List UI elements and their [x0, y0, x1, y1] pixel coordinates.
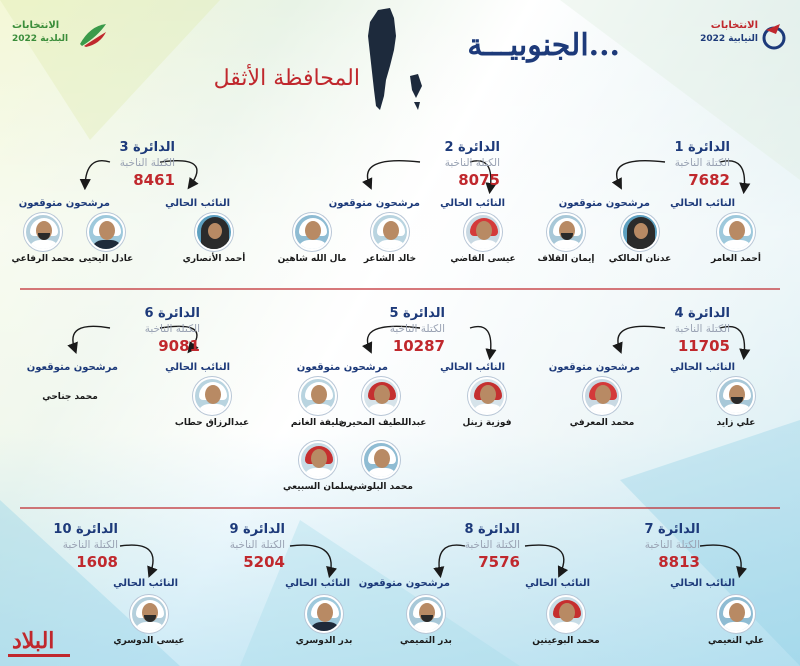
district-9-title: الدائرة 9 — [229, 522, 285, 537]
district-10-mp-photo — [130, 595, 168, 633]
district-5-title: الدائرة 5 — [389, 306, 445, 321]
district-5-candidate-2-photo — [299, 377, 337, 415]
district-3-candidate-2-name: محمد الرفاعي — [11, 254, 75, 264]
district-3-candidates-label: مرشحون متوقعون — [18, 198, 110, 209]
district-7-voters-label: الكتلة الناخبة — [644, 539, 700, 551]
district-9-current-mp-label: النائب الحالي — [285, 578, 350, 589]
district-1-candidate-2-photo — [547, 213, 585, 251]
district-1-candidate-1-photo — [621, 213, 659, 251]
district-9-mp-name: بدر الدوسري — [295, 636, 353, 646]
district-8-current-mp-label: النائب الحالي — [525, 578, 590, 589]
district-1-mp-name: أحمد العامر — [710, 254, 762, 264]
district-10-current-mp-label: النائب الحالي — [113, 578, 178, 589]
district-4-candidate-1-photo — [583, 377, 621, 415]
district-2-candidate-2-name: مال الله شاهين — [277, 254, 347, 264]
district-3-candidate-1-photo — [87, 213, 125, 251]
district-4-mp-name: علي زايد — [716, 418, 756, 428]
district-8-candidates-label: مرشحون متوقعون — [358, 578, 450, 589]
district-8-voters-label: الكتلة الناخبة — [464, 539, 520, 551]
district-2-candidates-label: مرشحون متوقعون — [328, 198, 420, 209]
district-9-mp-photo — [305, 595, 343, 633]
district-1-voters-count: 7682 — [688, 171, 730, 189]
albilad-logo: البلاد — [12, 628, 54, 654]
district-5-current-mp-label: النائب الحالي — [440, 362, 505, 373]
district-1-candidate-2-name: إيمان القلاف — [537, 254, 595, 264]
district-5-voters-label: الكتلة الناخبة — [389, 323, 445, 335]
district-4-current-mp-label: النائب الحالي — [670, 362, 735, 373]
district-8-candidate-1-name: بدر التميمي — [400, 636, 452, 646]
district-1-mp-photo — [717, 213, 755, 251]
district-8-mp-photo — [547, 595, 585, 633]
district-2-candidate-1-photo — [371, 213, 409, 251]
district-7-mp-name: علي النعيمي — [707, 636, 765, 646]
district-6-mp-photo — [193, 377, 231, 415]
district-3-current-mp-label: النائب الحالي — [165, 198, 230, 209]
municipal-elections-logo: الانتخابات البلدية 2022 — [12, 18, 108, 58]
district-6-voters-label: الكتلة الناخبة — [144, 323, 200, 335]
district-2-title: الدائرة 2 — [444, 140, 500, 155]
district-3-mp-photo — [195, 213, 233, 251]
district-4-mp-photo — [717, 377, 755, 415]
district-10-voters-label: الكتلة الناخبة — [62, 539, 118, 551]
district-10-mp-name: عيسى الدوسري — [113, 636, 185, 646]
page-title: الجنوبيـــة... — [467, 28, 620, 63]
district-8-mp-name: محمد البوعينين — [532, 636, 600, 646]
district-1-candidates-label: مرشحون متوقعون — [558, 198, 650, 209]
district-8-title: الدائرة 8 — [464, 522, 520, 537]
district-6-candidate-1-name: محمد جناحي — [42, 392, 98, 402]
district-5-candidate-2-name: خليفة الغانم — [290, 418, 346, 428]
district-4-voters-count: 11705 — [677, 337, 730, 355]
district-7-arrow-mp — [700, 545, 741, 574]
district-8-arrow-mp — [525, 545, 564, 574]
district-4-voters-label: الكتلة الناخبة — [674, 323, 730, 335]
district-4-candidates-label: مرشحون متوقعون — [548, 362, 640, 373]
district-7-current-mp-label: النائب الحالي — [670, 578, 735, 589]
district-10-title: الدائرة 10 — [53, 522, 118, 537]
district-2-mp-photo — [464, 213, 502, 251]
district-2-voters-count: 8075 — [458, 171, 500, 189]
district-3-title: الدائرة 3 — [119, 140, 175, 155]
district-3-candidate-1-name: عادل اليحيى — [78, 254, 134, 264]
district-7-voters-count: 8813 — [658, 553, 700, 571]
district-3-voters-label: الكتلة الناخبة — [119, 157, 175, 169]
district-6-mp-name: عبدالرزاق حطاب — [174, 418, 250, 428]
district-3-mp-name: أحمد الأنصاري — [182, 254, 246, 264]
district-5-voters-count: 10287 — [392, 337, 445, 355]
district-5-mp-name: فوزية زينل — [462, 418, 512, 428]
district-9-arrow-mp — [290, 545, 331, 574]
page-subtitle: المحافظة الأثقل — [213, 66, 360, 91]
district-1-candidate-1-name: عدنان المالكي — [608, 254, 672, 264]
district-7-mp-photo — [717, 595, 755, 633]
district-8-candidate-1-photo — [407, 595, 445, 633]
district-5-candidate-4-name: سلمان السبيعي — [283, 482, 353, 492]
district-10-voters-count: 1608 — [76, 553, 118, 571]
district-1-current-mp-label: النائب الحالي — [670, 198, 735, 209]
district-5-candidate-3-name: محمد البلوشي — [349, 482, 413, 492]
district-6-arrow-candidates — [73, 326, 110, 350]
district-2-voters-label: الكتلة الناخبة — [444, 157, 500, 169]
district-9-voters-label: الكتلة الناخبة — [229, 539, 285, 551]
district-5-candidate-4-photo — [299, 441, 337, 479]
district-2-current-mp-label: النائب الحالي — [440, 198, 505, 209]
parliamentary-elections-logo: الانتخابات النيابية 2022 — [692, 18, 788, 58]
district-8-voters-count: 7576 — [478, 553, 520, 571]
district-6-voters-count: 9081 — [158, 337, 200, 355]
district-6-title: الدائرة 6 — [144, 306, 200, 321]
district-3-voters-count: 8461 — [133, 171, 175, 189]
district-10-arrow-mp — [120, 545, 153, 574]
district-7-title: الدائرة 7 — [644, 522, 700, 537]
district-1-title: الدائرة 1 — [674, 140, 730, 155]
district-5-candidates-label: مرشحون متوقعون — [296, 362, 388, 373]
district-1-voters-label: الكتلة الناخبة — [674, 157, 730, 169]
district-5-candidate-1-name: عبداللطيف المحيرن — [339, 418, 427, 428]
district-5-mp-photo — [468, 377, 506, 415]
district-2-candidate-1-name: خالد الشاعر — [363, 254, 417, 264]
district-2-candidate-2-photo — [293, 213, 331, 251]
district-5-arrow-mp — [470, 327, 491, 356]
district-4-title: الدائرة 4 — [674, 306, 730, 321]
district-3-candidate-2-photo — [24, 213, 62, 251]
district-5-candidate-1-photo — [362, 377, 400, 415]
district-9-voters-count: 5204 — [243, 553, 285, 571]
district-6-current-mp-label: النائب الحالي — [165, 362, 230, 373]
district-6-candidates-label: مرشحون متوقعون — [26, 362, 118, 373]
district-5-candidate-3-photo — [362, 441, 400, 479]
district-2-mp-name: عيسى القاضي — [450, 254, 516, 264]
district-4-candidate-1-name: محمد المعرفي — [569, 418, 635, 428]
